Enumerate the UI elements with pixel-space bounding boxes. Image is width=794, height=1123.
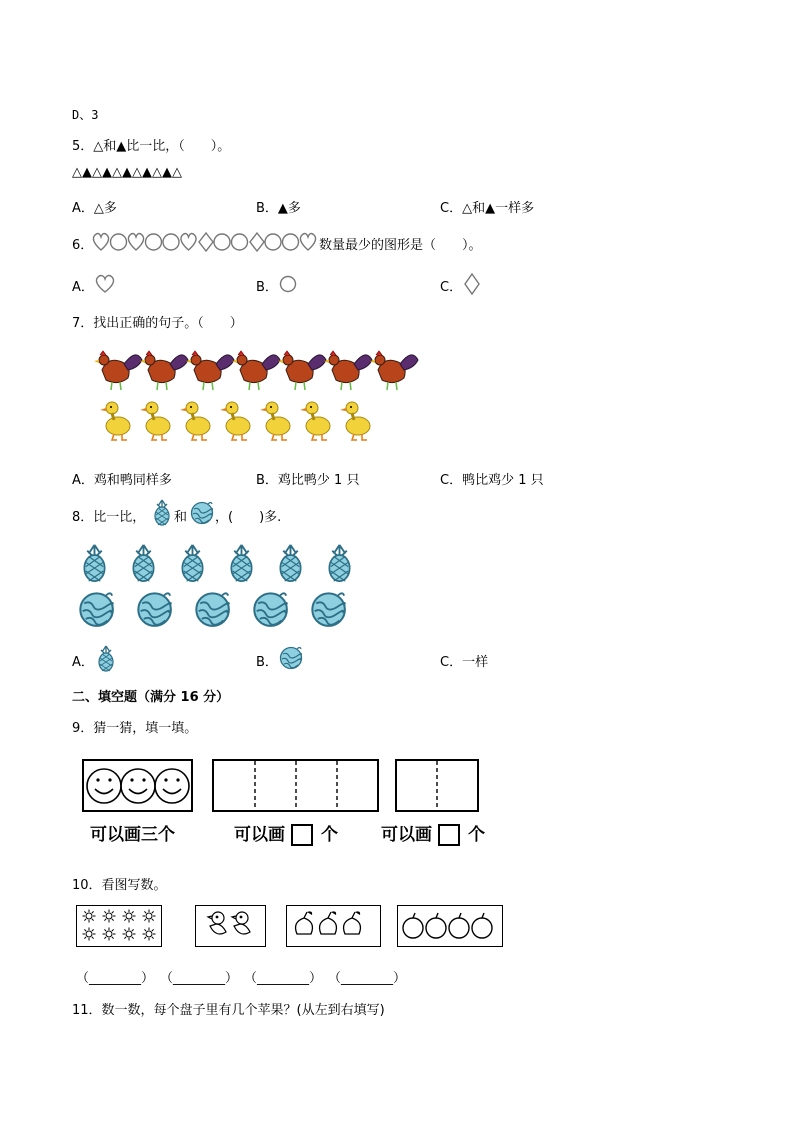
pineapple-row xyxy=(72,540,362,584)
sun-icon xyxy=(103,910,116,923)
q10-blank-4[interactable]: （________） xyxy=(328,971,407,986)
circle-icon xyxy=(232,234,248,250)
q7-option-b[interactable]: B．鸡比鸭少 1 只 xyxy=(256,473,360,488)
q6-shape-sequence xyxy=(92,231,318,253)
pineapple-icon xyxy=(182,545,202,581)
rooster-icon xyxy=(94,351,142,390)
q9-label-3 xyxy=(381,820,485,846)
bird-icons xyxy=(196,906,263,944)
rooster-icon xyxy=(278,351,326,390)
heart-icon xyxy=(181,234,196,250)
q10-blank-2[interactable]: （________） xyxy=(160,971,239,986)
sun-icon xyxy=(83,910,96,923)
sun-icon xyxy=(83,928,96,941)
pineapple-icon xyxy=(84,545,104,581)
q8-stem-c: ，( )多. xyxy=(215,510,282,525)
circle-icon xyxy=(146,234,162,250)
watermelon-icon xyxy=(190,501,214,525)
q11-stem: 11．数一数，每个盘子里有几个苹果？(从左到右填写) xyxy=(72,1003,385,1018)
duck-icon xyxy=(180,402,210,440)
circle-icon xyxy=(111,234,127,250)
answer-box[interactable] xyxy=(291,824,313,846)
heart-icon xyxy=(93,234,108,250)
q9-label-1: 可以画三个 xyxy=(90,825,175,845)
dashed-divider xyxy=(397,761,477,810)
q6-prefix: 6． xyxy=(72,238,94,253)
circle-icon xyxy=(278,274,298,294)
q8-option-b[interactable]: B． xyxy=(256,655,278,670)
rooster-icon xyxy=(232,351,280,390)
watermelon-icon xyxy=(138,593,171,626)
watermelon-icon xyxy=(312,593,345,626)
q5-option-c[interactable]: C．△和▲一样多 xyxy=(440,201,535,216)
q9-label-3-text: 可以画 xyxy=(381,825,432,845)
heart-icon xyxy=(300,234,315,250)
rooster-icon xyxy=(370,351,418,390)
dashed-dividers xyxy=(214,761,377,810)
heart-icon xyxy=(94,272,116,294)
q7-stem: 7．找出正确的句子。（ ） xyxy=(72,316,243,331)
watermelon-icon xyxy=(80,593,113,626)
rooster-icon xyxy=(140,351,188,390)
q4-option-d: D、3 xyxy=(72,108,99,122)
picture-box-suns xyxy=(76,905,162,947)
duck-icon xyxy=(100,402,130,440)
diamond-icon xyxy=(250,233,264,251)
picture-box-apples xyxy=(397,905,503,947)
q10-stem: 10．看图写数。 xyxy=(72,878,167,893)
diamond-icon xyxy=(199,233,213,251)
q5-option-a[interactable]: A．△多 xyxy=(72,201,117,216)
q5-sequence: △▲△▲△▲△▲△▲△ xyxy=(72,165,182,180)
rooster-icon xyxy=(186,351,234,390)
sun-icon xyxy=(123,928,136,941)
smiley-faces xyxy=(86,765,190,807)
duck-icon xyxy=(260,402,290,440)
apple-icons xyxy=(398,906,500,944)
q9-label-2 xyxy=(234,820,338,846)
q10-blank-3[interactable]: （________） xyxy=(244,971,323,986)
circle-icon xyxy=(283,234,299,250)
duck-icon xyxy=(300,402,330,440)
q6-option-c[interactable]: C． xyxy=(440,280,463,295)
pineapple-icon xyxy=(329,545,349,581)
q9-stem: 9．猜一猜，填一填。 xyxy=(72,721,198,736)
pineapple-icon xyxy=(152,498,172,526)
pineapple-icon xyxy=(133,545,153,581)
q8-stem-a: 8．比一比， xyxy=(72,510,146,525)
duck-icon xyxy=(340,402,370,440)
diamond-icon xyxy=(462,272,482,296)
circle-icon xyxy=(265,234,281,250)
pineapple-icon xyxy=(231,545,251,581)
q7-option-a[interactable]: A．鸡和鸭同样多 xyxy=(72,473,172,488)
pineapple-icon xyxy=(96,644,116,672)
q10-blank-1[interactable]: （________） xyxy=(76,971,155,986)
section-title: 二、填空题（满分 16 分） xyxy=(72,690,230,705)
watermelon-icon xyxy=(279,646,303,670)
faces-box xyxy=(82,759,193,812)
q7-option-c[interactable]: C．鸭比鸡少 1 只 xyxy=(440,473,544,488)
q6-option-a[interactable]: A． xyxy=(72,280,94,295)
q9-label-2-text: 可以画 xyxy=(234,825,285,845)
watermelon-icon xyxy=(196,593,229,626)
picture-box-peaches xyxy=(286,905,381,947)
q6-option-b[interactable]: B． xyxy=(256,280,278,295)
q5-stem: 5．△和▲比一比，（ ）。 xyxy=(72,139,231,154)
peach-icons xyxy=(287,906,378,944)
sun-icon xyxy=(103,928,116,941)
two-slot-box xyxy=(395,759,479,812)
four-slot-box xyxy=(212,759,379,812)
watermelon-row xyxy=(72,588,362,632)
q9-label-3-unit: 个 xyxy=(468,825,485,845)
circle-icon xyxy=(163,234,179,250)
circle-icon xyxy=(214,234,230,250)
sun-icon xyxy=(123,910,136,923)
sun-icon xyxy=(143,910,156,923)
sun-icon xyxy=(143,928,156,941)
heart-icon xyxy=(128,234,143,250)
answer-box[interactable] xyxy=(438,824,460,846)
duck-icon xyxy=(140,402,170,440)
watermelon-icon xyxy=(254,593,287,626)
q5-option-b[interactable]: B．▲多 xyxy=(256,201,301,216)
q6-stem: 数量最少的图形是（ ）。 xyxy=(319,238,482,253)
sun-icons xyxy=(77,906,159,944)
roosters-ducks-image xyxy=(80,340,385,450)
rooster-icon xyxy=(324,351,372,390)
q8-stem-b: 和 xyxy=(174,510,188,525)
pineapple-icon xyxy=(280,545,300,581)
q8-option-c[interactable]: C．一样 xyxy=(440,655,489,670)
q9-label-2-unit: 个 xyxy=(321,825,338,845)
q8-option-a[interactable]: A． xyxy=(72,655,94,670)
duck-icon xyxy=(220,402,250,440)
picture-box-birds xyxy=(195,905,266,947)
